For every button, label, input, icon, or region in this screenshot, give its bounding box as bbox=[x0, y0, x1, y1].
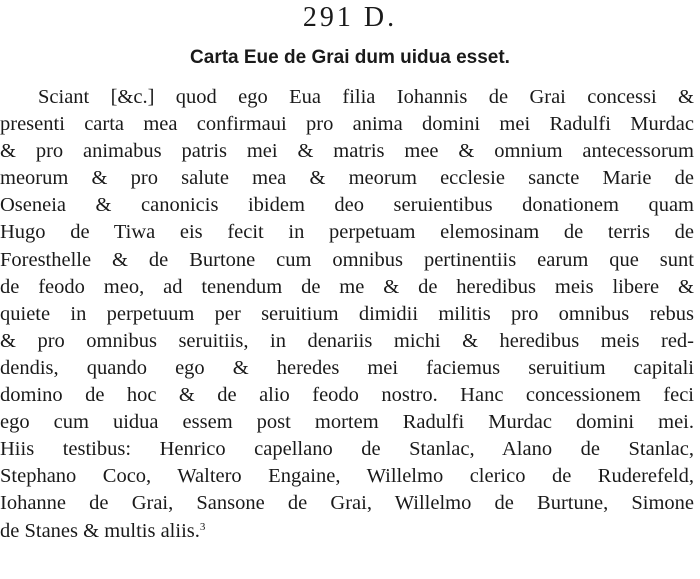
document-body bbox=[0, 84, 700, 545]
text-line: Oseneia & canonicis ibidem deo seruientibus donationem quam bbox=[0, 194, 694, 217]
text-line: & pro omnibus seruitiis, in denariis michi & heredibus meis red- bbox=[0, 329, 694, 352]
text-line: domino de hoc & de alio feodo nostro. Hanc concessionem feci bbox=[0, 384, 694, 407]
text-line: quiete in perpetuum per seruitium dimidii militis pro omnibus rebus bbox=[0, 302, 694, 325]
text-line: Hugo de Tiwa eis fecit in perpetuam elemosinam de terris de bbox=[0, 221, 694, 244]
text-line: Stephano Coco, Waltero Engaine, Willelmo clerico de Ruderefeld, bbox=[0, 465, 694, 488]
footnote-marker: 3 bbox=[199, 520, 206, 533]
text-line: ego cum uidua essem post mortem Radulfi Murdac domini mei. bbox=[0, 411, 694, 434]
text-line: de feodo meo, ad tenendum de me & de heredibus meis libere & bbox=[0, 275, 694, 298]
text-line: presenti carta mea confirmaui pro anima domini mei Radulfi Murdac bbox=[0, 113, 694, 136]
text-line: meorum & pro salute mea & meorum ecclesie sancte Marie de bbox=[0, 167, 694, 190]
text-line: & pro animabus patris mei & matris mee & omnium antecessorum bbox=[0, 140, 694, 163]
last-line-text: de Stanes & multis aliis. bbox=[0, 519, 200, 542]
text-line: Sciant [&c.] quod ego Eua filia Iohannis de Grai concessi & bbox=[38, 86, 694, 108]
text-line: Iohanne de Grai, Sansone de Grai, Willelmo de Burtune, Simone bbox=[0, 492, 694, 515]
text-line: Foresthelle & de Burtone cum omnibus pertinentiis earum que sunt bbox=[0, 248, 694, 271]
text-line: dendis, quando ego & heredes mei faciemus seruitium capitali bbox=[0, 356, 694, 379]
text-line-last bbox=[0, 518, 700, 545]
document-number: 291 D. bbox=[302, 2, 398, 33]
document-title: Carta Eue de Grai dum uidua esset. bbox=[190, 47, 510, 68]
text-line: Hiis testibus: Henrico capellano de Stanlac, Alano de Stanlac, bbox=[0, 438, 694, 461]
